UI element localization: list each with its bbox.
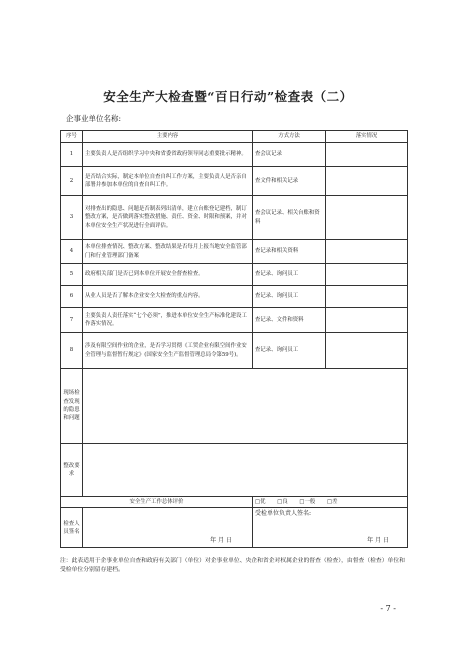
table-row [61, 308, 408, 333]
row-num: 1 [61, 143, 83, 167]
page-title: 安全生产大检查暨“百日行动”检查表（二） [103, 89, 353, 104]
evaluation-label: 安全生产工作总体评价 [61, 497, 253, 508]
header-method: 方式方法 [253, 131, 326, 143]
row-status-cell[interactable] [326, 143, 408, 167]
header-content: 主要内容 [83, 131, 253, 143]
rectify-row [61, 444, 408, 497]
inspector-signature-area[interactable] [83, 508, 253, 548]
responsible-signature-area[interactable] [253, 508, 408, 548]
row-num: 6 [61, 286, 83, 308]
row-status-cell[interactable] [326, 308, 408, 333]
row-content: 对排查出的隐患、问题是否制表列出清单，建立台账登记建档，制订整改方案，是否做到落实整改措施、责任、资金、时限和预案，并对本单位安全生产状况进行全面评估。 [83, 196, 253, 240]
header-status: 落实情况 [326, 131, 408, 143]
rating-poor-checkbox[interactable]: □差 [327, 499, 338, 505]
row-method: 查记录、询问员工 [253, 264, 326, 286]
table-row [61, 196, 408, 240]
rating-good-checkbox[interactable]: □良 [277, 499, 288, 505]
problems-row [61, 369, 408, 444]
row-status-cell[interactable] [326, 167, 408, 196]
footnote: 注：此表适用于企事业单位自查和政府有关部门（单位）对企事业单位、央企和省企对权属企业的督查（检查），由督查（检查）单位和受检单位分别留存建档。 [60, 558, 405, 573]
inspector-label: 检查人员签名 [61, 508, 83, 548]
row-num: 5 [61, 264, 83, 286]
row-content: 主要负责人是否组织学习中央和省委省政府领导同志重要批示精神。 [83, 143, 253, 167]
inspector-date: 年 月 日 [210, 537, 232, 545]
row-content: 涉及有限空间作业的企业，是否学习贯彻《工贸企业有限空间作业安全管理与监督暂行规定》(国家安全生产监督管理总局令第59号)。 [83, 333, 253, 369]
row-content: 是否结合实际，制定本单位自查自纠工作方案，主要负责人是否亲自部署并参加本单位的自查自纠工作。 [83, 167, 253, 196]
rectify-input-area[interactable] [83, 444, 408, 497]
row-content: 主要负责人责任落实“七个必须”，推进本单位安全生产标准化建设工作落实情况。 [83, 308, 253, 333]
row-method: 查会议记录 [253, 143, 326, 167]
table-row [61, 240, 408, 264]
page-number: - 7 - [380, 604, 396, 613]
table-header-row [61, 131, 408, 143]
rectify-label: 整改要求 [61, 444, 83, 497]
responsible-date: 年 月 日 [367, 537, 389, 545]
row-content: 本单位排查情况、整改方案、整改结果是否每月上报当地安全监管部门和行业管理部门备案 [83, 240, 253, 264]
row-method: 查文件和相关记录 [253, 167, 326, 196]
problems-input-area[interactable] [83, 369, 408, 444]
row-method: 查记录和相关资料 [253, 240, 326, 264]
row-status-cell[interactable] [326, 240, 408, 264]
inspection-table [60, 130, 408, 548]
signature-row [61, 508, 408, 548]
row-content: 从业人员是否了解本企业安全大检查的重点内容。 [83, 286, 253, 308]
table-row [61, 333, 408, 369]
row-num: 2 [61, 167, 83, 196]
evaluation-row [61, 497, 408, 508]
row-method: 查会议记录、相关台账和资料 [253, 196, 326, 240]
table-row [61, 167, 408, 196]
row-method: 查记录、询问员工 [253, 286, 326, 308]
table-row [61, 264, 408, 286]
row-status-cell[interactable] [326, 286, 408, 308]
row-num: 7 [61, 308, 83, 333]
row-status-cell[interactable] [326, 196, 408, 240]
responsible-label: 受检单位负责人签名: [255, 510, 312, 518]
problems-label: 现场检查发现的隐患和问题 [61, 369, 83, 444]
rating-excellent-checkbox[interactable]: □优 [255, 499, 266, 505]
row-method: 查记录、文件和资料 [253, 308, 326, 333]
unit-name-label: 企事业单位名称: [66, 114, 122, 123]
table-row [61, 286, 408, 308]
row-method: 查记录、询问员工 [253, 333, 326, 369]
rating-fair-checkbox[interactable]: □一般 [299, 499, 316, 505]
evaluation-options [253, 497, 408, 508]
row-num: 4 [61, 240, 83, 264]
table-row [61, 143, 408, 167]
row-content: 政府相关部门是否已到本单位开展安全督查检查。 [83, 264, 253, 286]
row-num: 3 [61, 196, 83, 240]
row-num: 8 [61, 333, 83, 369]
row-status-cell[interactable] [326, 264, 408, 286]
row-status-cell[interactable] [326, 333, 408, 369]
header-seq: 序号 [61, 131, 83, 143]
